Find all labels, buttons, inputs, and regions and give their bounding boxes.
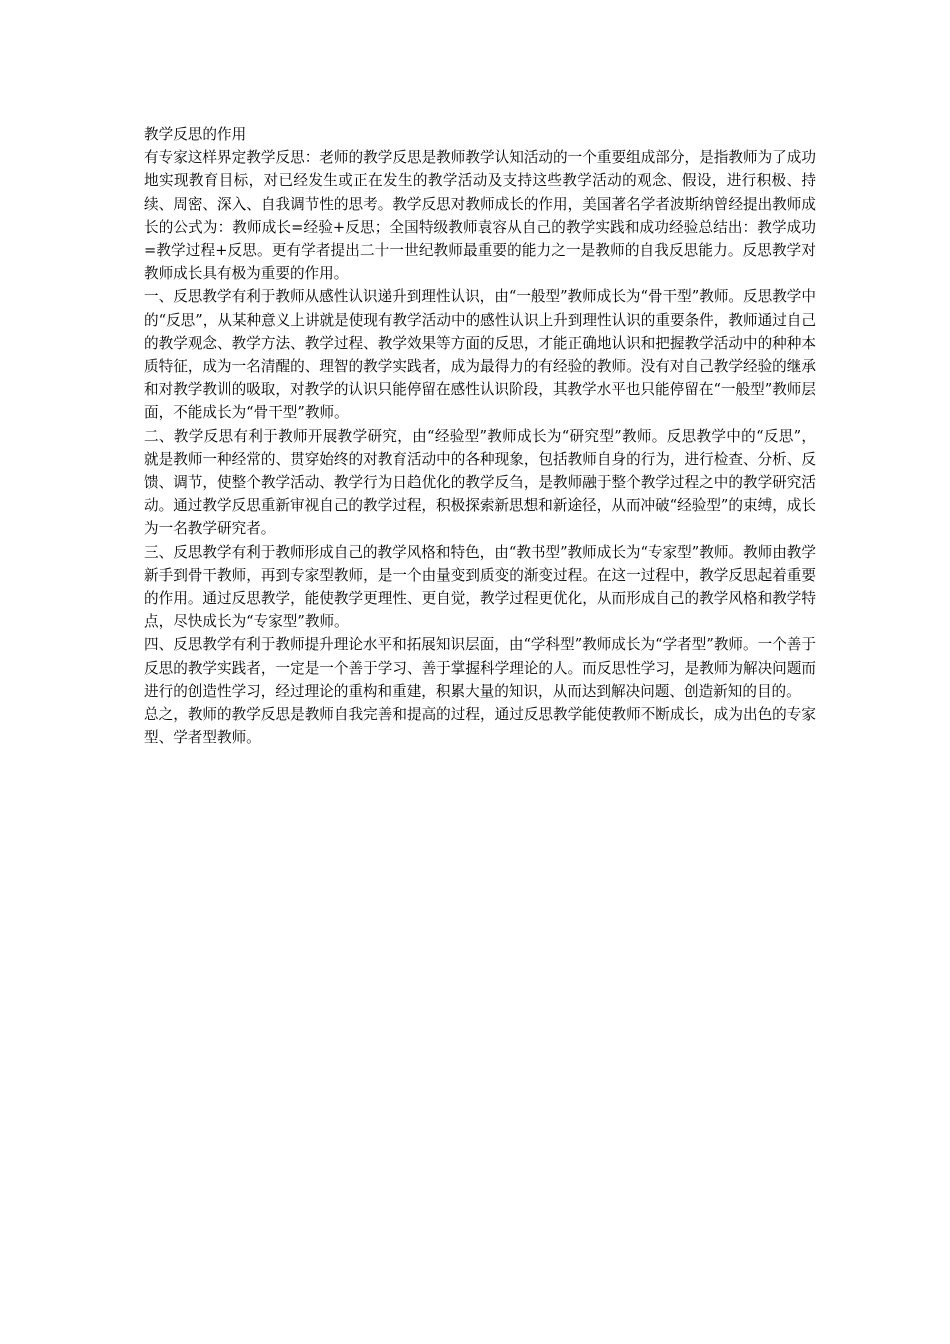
paragraph-point-3: 三、反思教学有利于教师形成自己的教学风格和特色，由“教书型”教师成长为“专家型”教师。教师由教学新手到骨干教师，再到专家型教师，是一个由量变到质变的渐变过程。在这一过程中，教学反思起着重要的作用。通过反思教学，能使教学更理性、更自觉，教学过程更优化，从而形成自己的教学风格和教学特点，尽快成长为“专家型”教师。 [144,543,816,631]
paragraph-intro: 有专家这样界定教学反思：老师的教学反思是教师教学认知活动的一个重要组成部分，是指教师为了成功地实现教育目标，对已经发生或正在发生的教学活动及支持这些教学活动的观念、假设，进行积极、持续、周密、深入、自我调节性的思考。教学反思对教师成长的作用，美国著名学者波斯纳曾经提出教师成长的公式为：教师成长=经验+反思；全国特级教师袁容从自己的教学实践和成功经验总结出：教学成功=教学过程+反思。更有学者提出二十一世纪教师最重要的能力之一是教师的自我反思能力。反思教学对教师成长具有极为重要的作用。 [144,149,816,283]
document-title: 教学反思的作用 [144,126,247,143]
paragraph-point-4: 四、反思教学有利于教师提升理论水平和拓展知识层面，由“学科型”教师成长为“学者型”教师。一个善于反思的教学实践者，一定是一个善于学习、善于掌握科学理论的人。而反思性学习，是教师为解决问题而进行的创造性学习，经过理论的重构和重建，积累大量的知识，从而达到解决问题、创造新知的目的。 [144,636,816,700]
paragraph-point-2: 二、教学反思有利于教师开展教学研究，由“经验型”教师成长为“研究型”教师。反思教学中的“反思”，就是教师一种经常的、贯穿始终的对教育活动中的各种现象，包括教师自身的行为，进行检查、分析、反馈、调节，使整个教学活动、教学行为日趋优化的教学反刍，是教师融于整个教学过程之中的教学研究活动。通过教学反思重新审视自己的教学过程，积极探索新思想和新途径，从而冲破“经验型”的束缚，成长为一名教学研究者。 [144,427,816,538]
paragraph-point-1: 一、反思教学有利于教师从感性认识递升到理性认识，由“一般型”教师成长为“骨干型”教师。反思教学中的“反思”，从某种意义上讲就是使现有教学活动中的感性认识上升到理性认识的重要条件，教师通过自己的教学观念、教学方法、教学过程、教学效果等方面的反思，才能正确地认识和把握教学活动中的种种本质特征，成为一名清醒的、理智的教学实践者，成为最得力的有经验的教师。没有对自己教学经验的继承和对教学教训的吸取，对教学的认识只能停留在感性认识阶段，其教学水平也只能停留在“一般型”教师层面，不能成长为“骨干型”教师。 [144,288,816,422]
paragraph-conclusion: 总之，教师的教学反思是教师自我完善和提高的过程，通过反思教学能使教师不断成长，成为出色的专家型、学者型教师。 [144,706,816,747]
document-body [144,123,816,749]
